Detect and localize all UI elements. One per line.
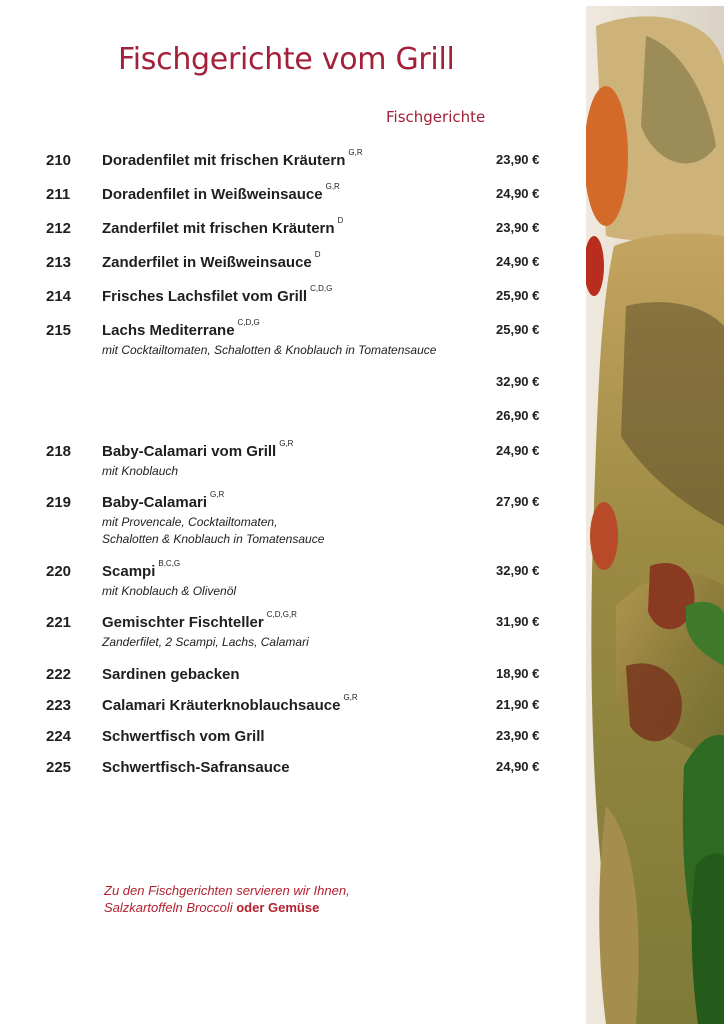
item-name xyxy=(102,610,482,631)
item-name-text: Scampi xyxy=(102,563,156,580)
item-number: 225 xyxy=(46,759,72,776)
item-number: 224 xyxy=(46,728,72,745)
item-description: mit Knoblauch xyxy=(102,464,179,478)
allergen-codes: D xyxy=(314,250,321,259)
item-number: 219 xyxy=(46,494,72,511)
footer-line-2-bold: oder Gemüse xyxy=(236,900,320,915)
item-name-text: Doradenfilet in Weißweinsauce xyxy=(102,186,323,203)
item-description: Zanderfilet, 2 Scampi, Lachs, Calamari xyxy=(102,635,309,649)
item-price: 24,90 € xyxy=(496,254,540,269)
item-name-text: Baby-Calamari vom Grill xyxy=(102,443,277,460)
item-number: 213 xyxy=(46,254,72,271)
allergen-codes: C,D,G,R xyxy=(266,610,297,619)
item-number: 212 xyxy=(46,220,72,237)
item-price: 23,90 € xyxy=(496,152,540,167)
item-price: 31,90 € xyxy=(496,614,540,629)
allergen-codes: G,R xyxy=(343,693,358,702)
item-number: 215 xyxy=(46,322,72,339)
item-description: Schalotten & Knoblauch in Tomatensauce xyxy=(102,532,325,546)
allergen-codes: G,R xyxy=(348,148,363,157)
footer-note xyxy=(104,882,350,916)
item-number: 210 xyxy=(46,152,72,169)
item-name xyxy=(102,728,482,745)
item-number: 223 xyxy=(46,697,72,714)
item-name-text: Sardinen gebacken xyxy=(102,666,240,683)
item-name xyxy=(102,318,482,339)
item-price: 32,90 € xyxy=(496,563,540,578)
item-name xyxy=(102,439,482,460)
item-name-text: Doradenfilet mit frischen Kräutern xyxy=(102,152,346,169)
allergen-codes: C,D,G xyxy=(237,318,260,327)
item-description: mit Knoblauch & Olivenöl xyxy=(102,584,237,598)
item-name-text: Schwertfisch vom Grill xyxy=(102,728,265,745)
allergen-codes: D xyxy=(337,216,344,225)
item-price: 21,90 € xyxy=(496,697,540,712)
item-price: 26,90 € xyxy=(496,408,540,423)
footer-line-2 xyxy=(104,899,350,916)
section-label: Fischgerichte xyxy=(386,108,486,126)
item-price: 24,90 € xyxy=(496,759,540,774)
item-price: 32,90 € xyxy=(496,374,540,389)
item-description: mit Cocktailtomaten, Schalotten & Knoblauch in Tomatensauce xyxy=(102,343,437,357)
item-number: 220 xyxy=(46,563,72,580)
item-name-text: Baby-Calamari xyxy=(102,494,208,511)
item-name-text: Gemischter Fischteller xyxy=(102,614,264,631)
allergen-codes: G,R xyxy=(210,490,225,499)
item-price: 24,90 € xyxy=(496,443,540,458)
item-name xyxy=(102,666,482,683)
allergen-codes: G,R xyxy=(325,182,340,191)
item-number: 214 xyxy=(46,288,72,305)
item-name xyxy=(102,693,482,714)
item-name xyxy=(102,148,482,169)
item-name-text: Lachs Mediterrane xyxy=(102,322,235,339)
item-name-text: Zanderfilet mit frischen Kräutern xyxy=(102,220,335,237)
page-title: Fischgerichte vom Grill xyxy=(118,42,455,77)
item-name xyxy=(102,182,482,203)
item-price: 24,90 € xyxy=(496,186,540,201)
item-name xyxy=(102,490,482,511)
item-price: 23,90 € xyxy=(496,728,540,743)
item-name-text: Zanderfilet in Weißweinsauce xyxy=(102,254,312,271)
item-number: 221 xyxy=(46,614,72,631)
item-description: mit Provencale, Cocktailtomaten, xyxy=(102,515,278,529)
item-name xyxy=(102,759,482,776)
item-name-text: Schwertfisch-Safransauce xyxy=(102,759,290,776)
item-name xyxy=(102,216,482,237)
item-price: 23,90 € xyxy=(496,220,540,235)
item-price: 25,90 € xyxy=(496,322,540,337)
item-price: 27,90 € xyxy=(496,494,540,509)
footer-line-2-text: Salzkartoffeln Broccoli xyxy=(104,900,237,915)
item-number: 218 xyxy=(46,443,72,460)
footer-line-1: Zu den Fischgerichten servieren wir Ihnen, xyxy=(104,883,350,898)
item-name-text: Frisches Lachsfilet vom Grill xyxy=(102,288,308,305)
allergen-codes: B,C,G xyxy=(158,559,181,568)
item-price: 18,90 € xyxy=(496,666,540,681)
item-name xyxy=(102,250,482,271)
grilled-fish-photo xyxy=(586,6,724,1024)
item-name xyxy=(102,559,482,580)
item-number: 211 xyxy=(46,186,71,203)
item-price: 25,90 € xyxy=(496,288,540,303)
item-name-text: Calamari Kräuterknoblauchsauce xyxy=(102,697,341,714)
item-number: 222 xyxy=(46,666,72,683)
allergen-codes: C,D,G xyxy=(310,284,333,293)
allergen-codes: G,R xyxy=(279,439,294,448)
item-name xyxy=(102,284,482,305)
